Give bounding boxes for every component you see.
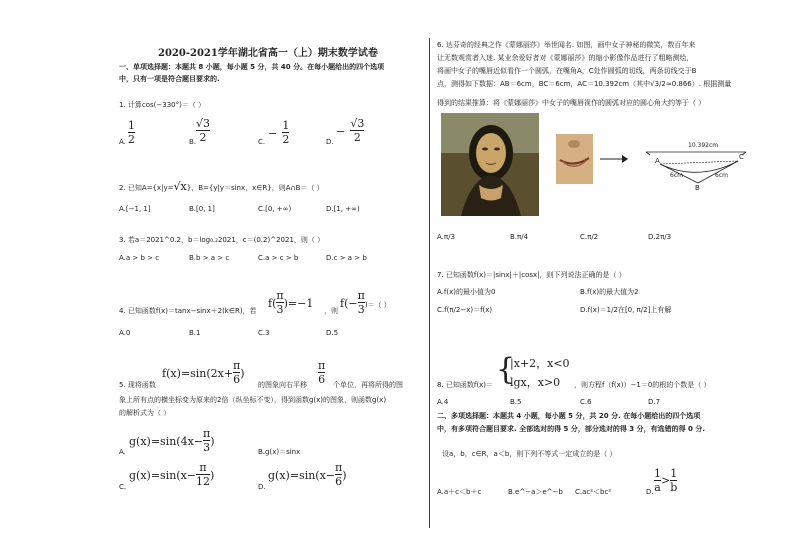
section2-header-line1: 二、多项选择题：本题共 4 小题，每小题 5 分，共 20 分. 在每小题给出的四个选项 [437,412,701,420]
q3-option-a: A.a > b > c [119,254,160,262]
q2-stem-b: }，B={y|y＝sinx，x∈R}，则A∩B＝（ ） [186,184,324,192]
q5-d-num: π [335,461,343,474]
q1-option-b-label: B. [189,138,197,146]
q9-d-lden: a [654,481,661,494]
q9-d-rnum: 1 [670,467,678,480]
q9-option-b: B.e^−a＞e^−b [508,488,563,496]
q6-option-c: C.π/2 [580,233,599,241]
q4-option-d: D.5 [326,329,339,337]
q1-option-d [336,118,364,143]
q9-d-lnum: 1 [654,467,661,480]
q5-func-text: f(x)=sin(2x+ [162,367,234,380]
q6-line4: 点，测得如下数据：AB＝6cm，BC＝6cm，AC＝10.392cm（其中√3/2≈0.866）. 根据测量 [437,80,732,88]
q4-condition [268,290,313,315]
q9-option-a: A.a＋c＜b＋c [437,488,482,496]
q5-d-end: ) [342,469,347,482]
q4-ask-num: π [357,289,365,302]
section1-header-line2: 中，只有一项是符合题目要求的. [119,75,220,83]
q5-c-den: 12 [196,475,211,488]
q9-option-d [654,468,677,493]
q8-option-c: C.6 [580,398,592,406]
q8-post: ，则方程f（f(x)）−1＝0的根的个数是（ ） [574,381,711,389]
q6-option-b: B.π/4 [510,233,529,241]
q3-option-d: D.c > a > b [326,254,367,262]
q6-line5: 得到的结果推算：将《蒙娜丽莎》中女子的嘴唇视作的圆弧对应的圆心角大约等于（ ） [437,99,706,107]
q5-pre: 5. 现将函数 [119,381,156,389]
q1-option-c-label: C. [258,138,266,146]
q2-option-c: C.[0, +∞) [258,205,292,213]
q1-c-num: 1 [282,119,290,132]
q1-c-sign: − [268,127,278,140]
q5-option-c [129,462,214,487]
q8-option-d: D.7 [648,398,661,406]
q3-stem: 3. 若a＝2021^0.2，b＝log₀.₂2021，c＝(0.2)^2021，则（ ） [119,236,325,244]
q5-a-den: 3 [203,441,211,454]
q6-option-d: D.2π/3 [648,233,672,241]
q5-option-a-label: A. [119,448,126,456]
q5-shift-num: π [318,359,326,372]
q9-stem: 设a，b，c∈R，a＜b，则下列不等式一定成立的是（ ） [442,450,617,458]
q5-c-pre: g(x)=sin(x− [129,469,197,482]
q5-c-end: ) [210,469,215,482]
section2-header-line2: 中，有多项符合题目要求. 全部选对的得 5 分，部分选对的得 3 分，有选错的得 0 分. [437,425,705,433]
q8-option-a: A.4 [437,398,449,406]
q5-line2: 象上所有点的横坐标变为原来的2倍（纵坐标不变），得到函数g(x)的图象，则函数g(x) [119,396,387,404]
q4-option-a: A.0 [119,329,131,337]
q1-option-b [196,118,210,143]
q1-option-a-label: A. [119,138,126,146]
q2-option-b: B.[0, 1] [189,205,215,213]
q9-option-c: C.ac²＜bc² [575,488,612,496]
q8-brace-icon: { [496,352,516,387]
q2-option-a: A.[−1, 1] [119,205,151,213]
q5-c-num: π [199,461,207,474]
q5-option-a [129,428,215,453]
q6-option-a: A.π/3 [437,233,455,241]
q1-a-den: 2 [128,133,135,146]
q5-line3: 的解析式为（ ） [119,409,171,417]
q1-option-c [268,120,289,145]
q5-func-num: π [233,359,241,372]
q4-then: ，则 [324,307,338,315]
lip-closeup-image [556,134,593,184]
q5-func-end: ) [240,367,245,380]
q6-line1: 6. 达芬奇的经典之作《蒙娜丽莎》举世闻名. 如图，画中女子神秘的微笑，数百年来 [437,41,696,49]
q5-mid: 的图象向右平移 [258,381,307,389]
q5-d-den: 6 [335,475,343,488]
q5-func-den: 6 [233,373,241,386]
q5-shift-den: 6 [318,373,326,386]
fig-ac-length: 10.392cm [688,142,719,149]
q5-a-num: π [203,427,211,440]
q7-option-b: B.f(x)的最大值为2 [580,288,639,296]
section1-header-line1: 一、单项选择题：本题共 8 小题，每小题 5 分，共 40 分。在每小题给出的四个选项 [119,63,385,71]
q8-case2: lgx，x>0 [510,376,561,389]
q1-d-den: 2 [353,131,361,144]
q1-stem: 1. 计算cos(−330°)＝（ ） [119,101,206,109]
q4-cond-rhs: )=−1 [283,297,314,310]
q5-post: 个单位，再将所得的图 [333,381,403,389]
mona-lisa-portrait [441,113,539,216]
q4-ask-f: f(− [340,297,358,310]
q4-option-b: B.1 [189,329,201,337]
fig-point-b: B [695,184,700,192]
q4-cond-num: π [276,289,284,302]
q5-option-d [268,462,347,487]
fig-ab-length: 6cm [670,172,683,179]
q5-func [162,360,245,385]
q8-stem: 8. 已知函数f(x)＝ [437,381,493,389]
q5-d-pre: g(x)=sin(x− [268,469,336,482]
q1-a-num: 1 [128,119,135,132]
q6-line3: 将画中女子的嘴唇近似看作一个圆弧，在嘴角A，C处作圆弧的切线，两条切线交于B [437,67,697,75]
fig-bc-length: 6cm [715,172,728,179]
q5-option-c-label: C. [119,483,127,491]
q8-option-b: B.5 [510,398,522,406]
q4-cond-den: 3 [276,303,284,316]
page-title: 2020-2021学年湖北省高一（上）期末数学试卷 [158,48,378,59]
q9-option-d-label: D. [646,488,654,496]
q2-sqrt: √x [173,180,187,193]
q7-option-a: A.f(x)的最小值为0 [437,288,496,296]
q1-option-a [128,120,135,145]
q2-stem-a: 2. 已知A={x|y= [119,184,174,192]
q1-b-den: 2 [199,131,207,144]
q1-d-num: √3 [350,117,365,130]
q4-ask-den: 3 [357,303,365,316]
q1-b-num: √3 [196,117,211,130]
q4-option-c: C.3 [258,329,270,337]
q5-a-pre: g(x)=sin(4x− [129,435,204,448]
q7-option-d: D.f(x)＝1/2在[0, π/2]上有解 [580,306,672,314]
column-divider [429,38,430,528]
q4-ask [340,290,391,315]
q9-d-rden: b [670,481,678,494]
q5-option-b: B.g(x)＝sinx [258,448,301,456]
q2-stem [119,182,324,193]
fig-point-a: A [655,157,660,165]
q6-line2: 让无数观赏者入迷. 某业余爱好者对《蒙娜丽莎》的缩小影像作品进行了粗略测绘， [437,54,694,62]
q7-option-c: C.f(π/2−x)＝f(x) [437,306,493,314]
q1-option-d-label: D. [326,138,334,146]
q2-option-d: D.[1, +∞) [326,205,360,213]
q4-ask-rhs: )＝（ ） [364,301,391,309]
q4-stem: 4. 已知函数f(x)＝tanx−sinx＋2(k∈R)，若 [119,307,257,315]
q8-case1: |x+2，x<0 [510,357,570,370]
q4-cond-f: f( [268,297,277,310]
q9-d-gt: > [661,474,671,487]
q5-option-d-label: D. [258,483,266,491]
fig-point-c: C [739,153,744,161]
q5-a-end: ) [210,435,215,448]
q3-option-b: B.b > a > c [189,254,230,262]
q5-shift [318,360,325,385]
q1-d-sign: − [336,125,346,138]
q1-c-den: 2 [282,133,290,146]
q7-stem: 7. 已知函数f(x)＝|sinx|＋|cosx|，则下列说法正确的是（ ） [437,271,626,279]
q3-option-c: C.a > c > b [258,254,299,262]
arrow-right-icon [600,150,628,169]
